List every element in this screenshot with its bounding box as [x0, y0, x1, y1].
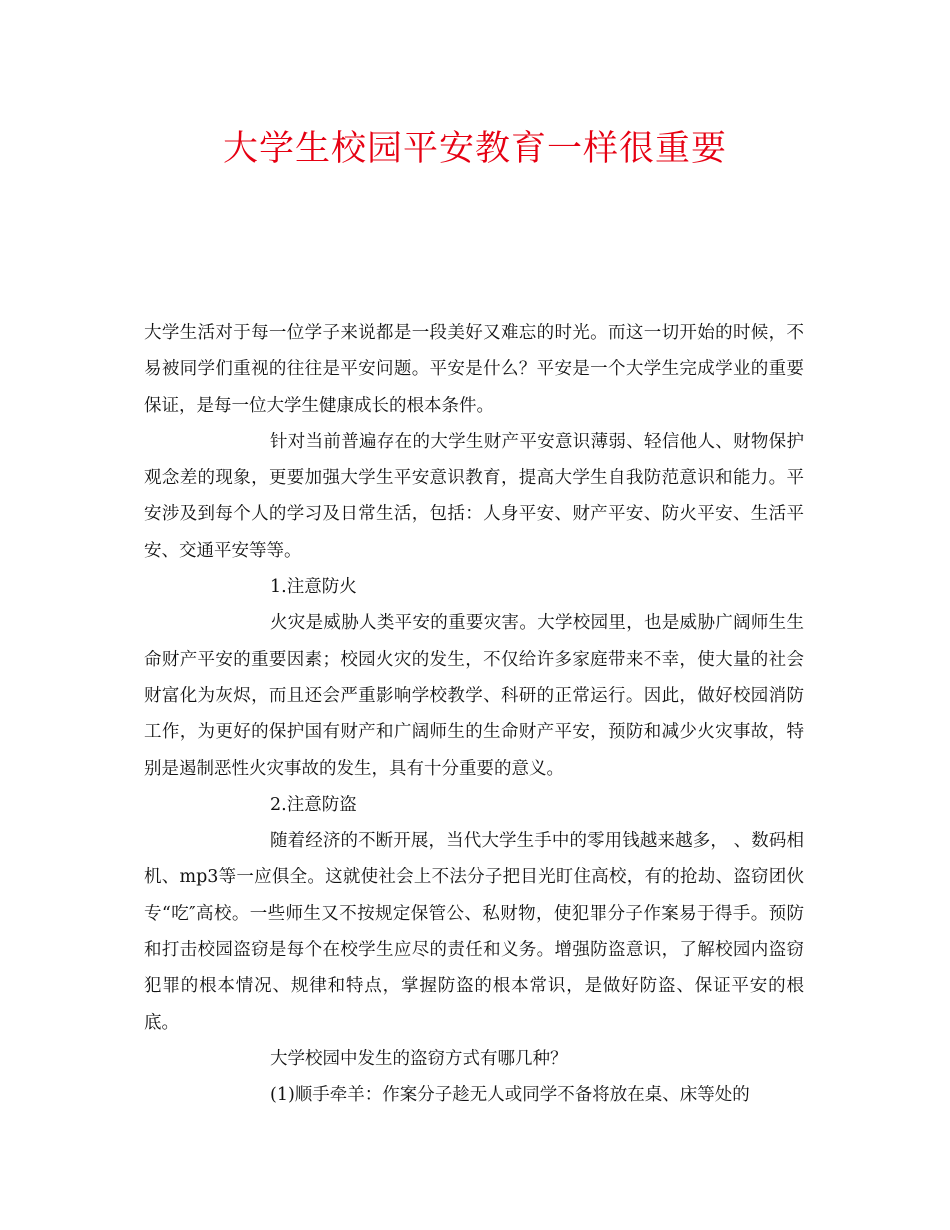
paragraph-intro: 大学生活对于每一位学子来说都是一段美好又难忘的时光。而这一切开始的时候，不易被同学们重视的往往是平安问题。平安是什么？平安是一个大学生完成学业的重要保证，是每一位大学生健康成长的根本条件。 [144, 323, 804, 416]
paragraph-theft-method-1: (1)顺手牵羊：作案分子趁无人或同学不备将放在桌、床等处的 [270, 1085, 750, 1106]
paragraph-fire: 火灾是威胁人类平安的重要灾害。大学校园里，也是威胁广阔师生生命财产平安的重要因素；校园火灾的发生，不仅给许多家庭带来不幸，使大量的社会财富化为灰烬，而且还会严重影响学校教学、科研的正常运行。因此，做好校园消防工作，为更好的保护国有财产和广阔师生的生命财产平安，预防和减少火灾事故，特别是遏制恶性火灾事故的发生，具有十分重要的意义。 [144, 613, 804, 779]
paragraph-safety-awareness: 针对当前普遍存在的大学生财产平安意识薄弱、轻信他人、财物保护观念差的现象，更要加强大学生平安意识教育，提高大学生自我防范意识和能力。平安涉及到每个人的学习及日常生活，包括：人身平安、财产平安、防火平安、生活平安、交通平安等等。 [144, 431, 804, 561]
section-heading-fire: 1.注意防火 [270, 577, 357, 598]
paragraph-theft: 随着经济的不断开展，当代大学生手中的零用钱越来越多， 、数码相机、mp3等一应俱全。这就使社会上不法分子把目光盯住高校，有的抢劫、盗窃团伙专“吃″高校。一些师生又不按规定保管公、私财物，使犯罪分子作案易于得手。预防和打击校园盗窃是每个在校学生应尽的责任和义务。增强防盗意识，了解校园内盗窃犯罪的根本情况、规律和特点，掌握防盗的根本常识，是做好防盗、保证平安的根底。 [144, 831, 804, 1033]
paragraph-theft-question: 大学校园中发生的盗窃方式有哪几种？ [270, 1048, 568, 1069]
document-body [144, 315, 804, 1114]
section-heading-theft: 2.注意防盗 [270, 794, 357, 815]
document-title: 大学生校园平安教育一样很重要 [222, 129, 727, 169]
